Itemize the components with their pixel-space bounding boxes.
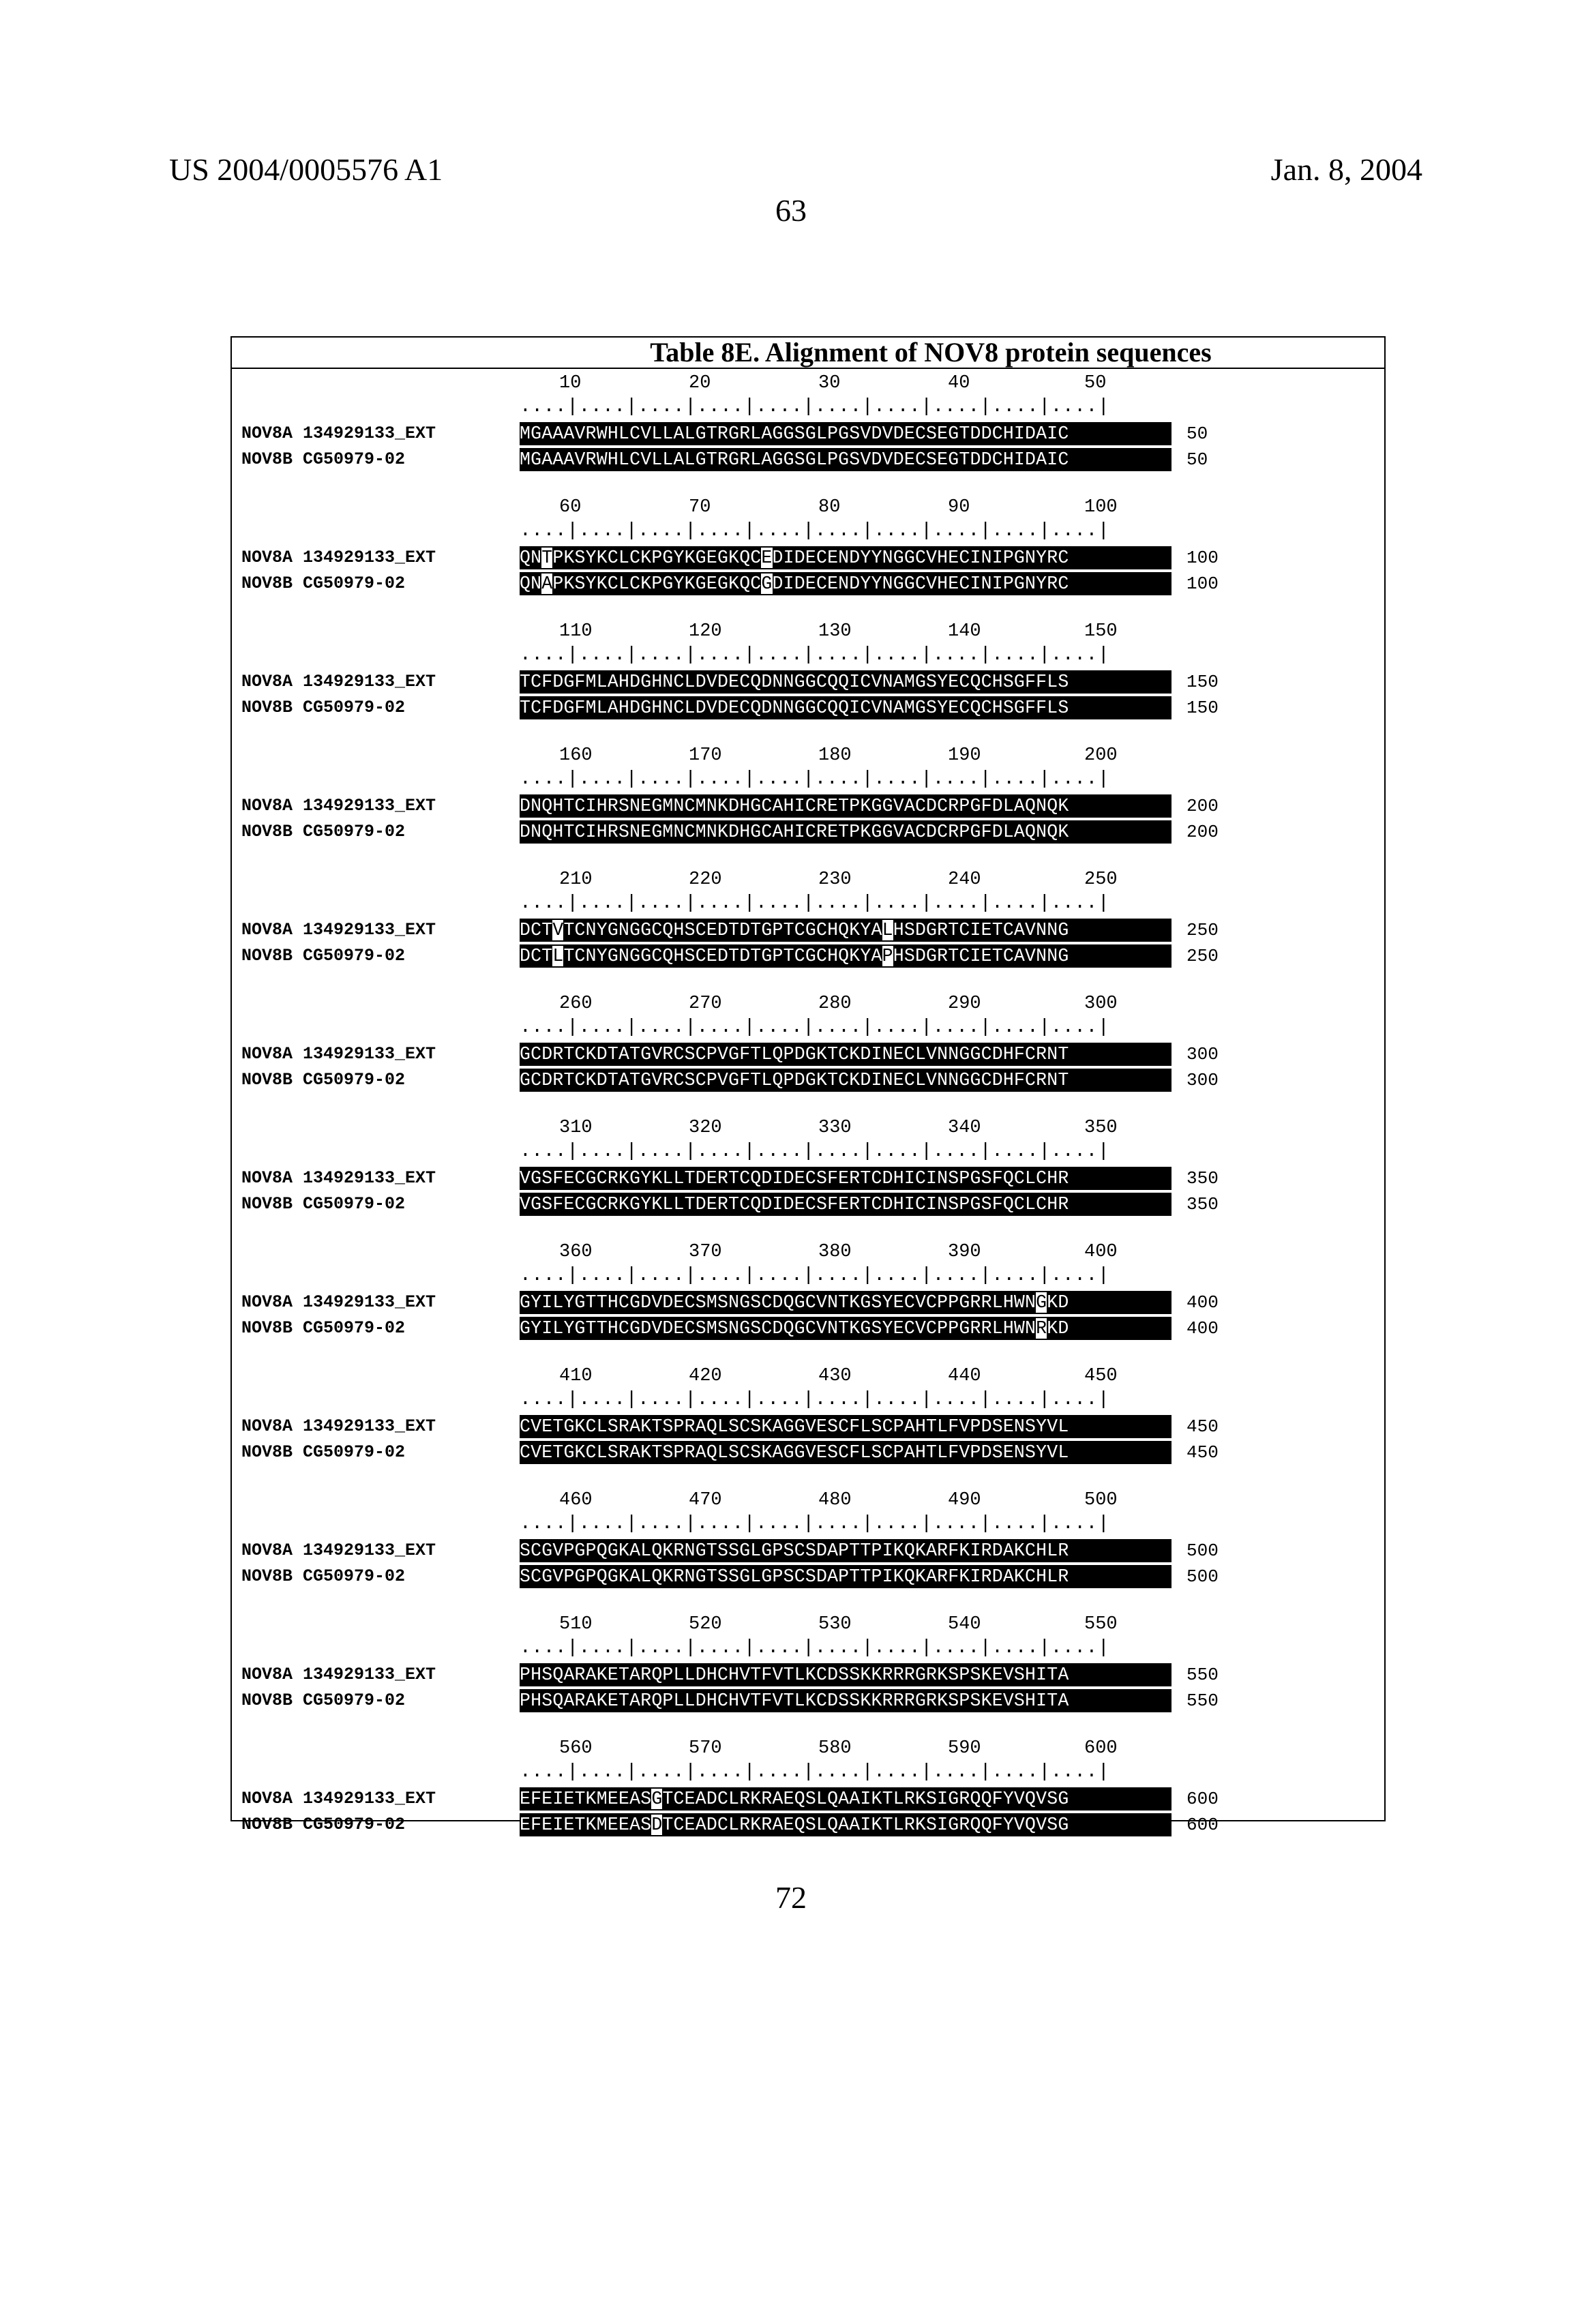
tick-label: 180: [818, 745, 852, 766]
sequence-text: CVETGKCLSRAKTSPRAQLSCSKAGGVESCFLSCPAHTLFVPDSENSYVL: [520, 1415, 1171, 1438]
tick-label: 390: [948, 1242, 981, 1262]
sequence-row: [232, 944, 1384, 968]
sequence-row: [232, 1441, 1384, 1464]
end-position: 50: [1186, 423, 1208, 444]
sequence-text: GYILYGTTHCGDVDECSMSNGSCDQGCVNTKGSYECVCPPGRRLHWNRKD: [520, 1317, 1171, 1340]
end-position: 600: [1186, 1815, 1219, 1835]
alignment-block: [232, 1738, 1384, 1862]
end-position: 50: [1186, 449, 1208, 470]
tick-label: 230: [818, 869, 852, 890]
sequence-text: GYILYGTTHCGDVDECSMSNGSCDQGCVNTKGSYECVCPPGRRLHWNGKD: [520, 1291, 1171, 1314]
sequence-text: QNAPKSYKCLCKPGYKGEGKQCGDIDECENDYYNGGCVHECINIPGNYRC: [520, 572, 1171, 595]
sequence-label: NOV8B CG50979-02: [241, 1566, 406, 1586]
end-position: 200: [1186, 796, 1219, 816]
end-position: 500: [1186, 1566, 1219, 1587]
sequence-label: NOV8A 134929133_EXT: [241, 1789, 436, 1808]
alignment-block: [232, 1490, 1384, 1614]
tick-label: 280: [818, 994, 852, 1014]
tick-label: 520: [689, 1614, 722, 1635]
position-ticks: [511, 621, 1193, 646]
sequence-label: NOV8B CG50979-02: [241, 1690, 406, 1710]
sequence-text: GCDRTCKDTATGVRCSCPVGFTLQPDGKTCKDINECLVNNGGCDHFCRNT: [520, 1043, 1171, 1066]
end-position: 250: [1186, 946, 1219, 966]
tick-label: 220: [689, 869, 722, 890]
sequence-text: SCGVPGPQGKALQKRNGTSSGLGPSCSDAPTTPIKQKARFKIRDAKCHLR: [520, 1565, 1171, 1588]
tick-label: 190: [948, 745, 981, 766]
position-ruler: ....|....|....|....|....|....|....|....|....|....|: [520, 1637, 1110, 1658]
sequence-label: NOV8B CG50979-02: [241, 698, 406, 717]
tick-label: 550: [1084, 1614, 1118, 1635]
publication-number: US 2004/0005576 A1: [169, 152, 443, 187]
sequence-label: NOV8A 134929133_EXT: [241, 672, 436, 691]
position-ruler: ....|....|....|....|....|....|....|....|....|....|: [520, 520, 1110, 541]
sequence-label: NOV8B CG50979-02: [241, 1815, 406, 1834]
tick-label: 530: [818, 1614, 852, 1635]
position-ticks: [511, 1614, 1193, 1639]
tick-label: 400: [1084, 1242, 1118, 1262]
tick-label: 590: [948, 1738, 981, 1759]
tick-label: 80: [818, 497, 841, 518]
tick-label: 20: [689, 373, 711, 393]
tick-label: 410: [559, 1366, 593, 1386]
tick-label: 470: [689, 1490, 722, 1510]
end-position: 300: [1186, 1070, 1219, 1090]
sequence-row: [232, 546, 1384, 569]
tick-label: 200: [1084, 745, 1118, 766]
tick-label: 380: [818, 1242, 852, 1262]
table-title-bar: [232, 338, 1384, 369]
tick-label: 570: [689, 1738, 722, 1759]
end-position: 450: [1186, 1442, 1219, 1463]
sequence-text: GCDRTCKDTATGVRCSCPVGFTLQPDGKTCKDINECLVNNGGCDHFCRNT: [520, 1069, 1171, 1092]
sequence-row: [232, 1663, 1384, 1686]
tick-label: 350: [1084, 1118, 1118, 1138]
sequence-row: [232, 696, 1384, 719]
position-ruler: ....|....|....|....|....|....|....|....|....|....|: [520, 1141, 1110, 1162]
tick-label: 260: [559, 994, 593, 1014]
sequence-row: [232, 1291, 1384, 1314]
tick-label: 120: [689, 621, 722, 642]
sequence-label: NOV8A 134929133_EXT: [241, 1416, 436, 1436]
end-position: 150: [1186, 698, 1219, 718]
position-ruler: ....|....|....|....|....|....|....|....|....|....|: [520, 644, 1110, 666]
tick-label: 40: [948, 373, 970, 393]
sequence-text: MGAAAVRWHLCVLLALGTRGRLAGGSGLPGSVDVDECSEGTDDCHIDAIC: [520, 448, 1171, 471]
tick-label: 310: [559, 1118, 593, 1138]
alignment-block: [232, 745, 1384, 869]
tick-label: 170: [689, 745, 722, 766]
tick-label: 140: [948, 621, 981, 642]
sequence-text: TCFDGFMLAHDGHNCLDVDECQDNNGGCQQICVNAMGSYECQCHSGFFLS: [520, 670, 1171, 694]
sequence-text: DNQHTCIHRSNEGMNCMNKDHGCAHICRETPKGGVACDCRPGFDLAQNQK: [520, 820, 1171, 844]
end-position: 350: [1186, 1168, 1219, 1189]
sequence-label: NOV8A 134929133_EXT: [241, 1044, 436, 1064]
position-ruler: ....|....|....|....|....|....|....|....|....|....|: [520, 1513, 1110, 1534]
tick-label: 290: [948, 994, 981, 1014]
sequence-label: NOV8B CG50979-02: [241, 822, 406, 841]
tick-label: 330: [818, 1118, 852, 1138]
sequence-row: [232, 1043, 1384, 1066]
end-position: 500: [1186, 1540, 1219, 1561]
sequence-label: NOV8B CG50979-02: [241, 1442, 406, 1462]
sequence-row: [232, 670, 1384, 694]
sequence-text: PHSQARAKETARQPLLDHCHVTFVTLKCDSSKKRRRGRKSPSKEVSHITA: [520, 1689, 1171, 1712]
tick-label: 240: [948, 869, 981, 890]
sequence-row: [232, 572, 1384, 595]
tick-label: 370: [689, 1242, 722, 1262]
sequence-label: NOV8A 134929133_EXT: [241, 920, 436, 940]
sequence-text: MGAAAVRWHLCVLLALGTRGRLAGGSGLPGSVDVDECSEGTDDCHIDAIC: [520, 422, 1171, 445]
sequence-text: VGSFECGCRKGYKLLTDERTCQDIDECSFERTCDHICINSPGSFQCLCHR: [520, 1193, 1171, 1216]
sequence-label: NOV8B CG50979-02: [241, 449, 406, 469]
tick-label: 30: [818, 373, 841, 393]
tick-label: 500: [1084, 1490, 1118, 1510]
position-ruler: ....|....|....|....|....|....|....|....|....|....|: [520, 396, 1110, 417]
sequence-label: NOV8A 134929133_EXT: [241, 1665, 436, 1684]
alignment-block: [232, 497, 1384, 621]
tick-label: 480: [818, 1490, 852, 1510]
tick-label: 540: [948, 1614, 981, 1635]
tick-label: 420: [689, 1366, 722, 1386]
sequence-row: [232, 422, 1384, 445]
table-title: Table 8E. Alignment of NOV8 protein sequences: [650, 337, 1212, 368]
alignment-table: [230, 336, 1386, 1835]
tick-label: 210: [559, 869, 593, 890]
sequence-text: DCTLTCNYGNGGCQHSCEDTDTGPTCGCHQKYAPHSDGRTCIETCAVNNG: [520, 944, 1171, 968]
tick-label: 320: [689, 1118, 722, 1138]
tick-label: 150: [1084, 621, 1118, 642]
tick-label: 90: [948, 497, 970, 518]
sequence-text: DNQHTCIHRSNEGMNCMNKDHGCAHICRETPKGGVACDCRPGFDLAQNQK: [520, 794, 1171, 818]
position-ticks: [511, 1738, 1193, 1763]
alignment-block: [232, 621, 1384, 745]
tick-label: 60: [559, 497, 582, 518]
sequence-label: NOV8B CG50979-02: [241, 946, 406, 966]
tick-label: 250: [1084, 869, 1118, 890]
end-position: 150: [1186, 672, 1219, 692]
sequence-label: NOV8A 134929133_EXT: [241, 423, 436, 443]
position-ruler: ....|....|....|....|....|....|....|....|....|....|: [520, 1265, 1110, 1286]
sheet-number: 72: [775, 1880, 807, 1915]
tick-label: 600: [1084, 1738, 1118, 1759]
sequence-row: [232, 1167, 1384, 1190]
sequence-label: NOV8B CG50979-02: [241, 573, 406, 593]
tick-label: 300: [1084, 994, 1118, 1014]
end-position: 200: [1186, 822, 1219, 842]
sequence-label: NOV8A 134929133_EXT: [241, 796, 436, 816]
sequence-row: [232, 794, 1384, 818]
publication-date: Jan. 8, 2004: [1270, 152, 1422, 187]
sequence-label: NOV8B CG50979-02: [241, 1070, 406, 1090]
alignment-block: [232, 994, 1384, 1118]
position-ticks: [511, 373, 1193, 398]
end-position: 400: [1186, 1318, 1219, 1339]
sequence-text: EFEIETKMEEASGTCEADCLRKRAEQSLQAAIKTLRKSIGRQQFYVQVSG: [520, 1787, 1171, 1811]
end-position: 550: [1186, 1690, 1219, 1711]
position-ticks: [511, 1490, 1193, 1515]
sequence-row: [232, 1317, 1384, 1340]
sequence-row: [232, 1069, 1384, 1092]
tick-label: 510: [559, 1614, 593, 1635]
sequence-text: EFEIETKMEEASDTCEADCLRKRAEQSLQAAIKTLRKSIGRQQFYVQVSG: [520, 1813, 1171, 1836]
sequence-row: [232, 1787, 1384, 1811]
tick-label: 100: [1084, 497, 1118, 518]
sequence-row: [232, 1193, 1384, 1216]
position-ruler: ....|....|....|....|....|....|....|....|....|....|: [520, 1389, 1110, 1410]
alignment-block: [232, 1366, 1384, 1490]
position-ruler: ....|....|....|....|....|....|....|....|....|....|: [520, 893, 1110, 914]
end-position: 600: [1186, 1789, 1219, 1809]
tick-label: 160: [559, 745, 593, 766]
alignment-block: [232, 1118, 1384, 1242]
position-ticks: [511, 1118, 1193, 1142]
sequence-text: CVETGKCLSRAKTSPRAQLSCSKAGGVESCFLSCPAHTLFVPDSENSYVL: [520, 1441, 1171, 1464]
sequence-text: QNTPKSYKCLCKPGYKGEGKQCEDIDECENDYYNGGCVHECINIPGNYRC: [520, 546, 1171, 569]
end-position: 100: [1186, 548, 1219, 568]
tick-label: 450: [1084, 1366, 1118, 1386]
tick-label: 110: [559, 621, 593, 642]
tick-label: 490: [948, 1490, 981, 1510]
sequence-row: [232, 1689, 1384, 1712]
position-ticks: [511, 1242, 1193, 1266]
end-position: 450: [1186, 1416, 1219, 1437]
alignment-block: [232, 869, 1384, 994]
sequence-row: [232, 919, 1384, 942]
end-position: 100: [1186, 573, 1219, 594]
page-number: 63: [775, 193, 807, 228]
end-position: 300: [1186, 1044, 1219, 1064]
sequence-row: [232, 1415, 1384, 1438]
alignment-blocks: [232, 373, 1384, 1862]
sequence-label: NOV8A 134929133_EXT: [241, 1168, 436, 1188]
sequence-text: VGSFECGCRKGYKLLTDERTCQDIDECSFERTCDHICINSPGSFQCLCHR: [520, 1167, 1171, 1190]
tick-label: 270: [689, 994, 722, 1014]
sequence-row: [232, 1813, 1384, 1836]
sequence-label: NOV8A 134929133_EXT: [241, 1540, 436, 1560]
tick-label: 10: [559, 373, 582, 393]
sequence-label: NOV8B CG50979-02: [241, 1194, 406, 1214]
tick-label: 580: [818, 1738, 852, 1759]
tick-label: 130: [818, 621, 852, 642]
sequence-row: [232, 448, 1384, 471]
sequence-label: NOV8A 134929133_EXT: [241, 1292, 436, 1312]
position-ticks: [511, 1366, 1193, 1390]
sequence-text: TCFDGFMLAHDGHNCLDVDECQDNNGGCQQICVNAMGSYECQCHSGFFLS: [520, 696, 1171, 719]
tick-label: 360: [559, 1242, 593, 1262]
position-ruler: ....|....|....|....|....|....|....|....|....|....|: [520, 1017, 1110, 1038]
position-ticks: [511, 994, 1193, 1018]
position-ticks: [511, 869, 1193, 894]
sequence-row: [232, 820, 1384, 844]
alignment-block: [232, 373, 1384, 497]
sequence-text: PHSQARAKETARQPLLDHCHVTFVTLKCDSSKKRRRGRKSPSKEVSHITA: [520, 1663, 1171, 1686]
tick-label: 560: [559, 1738, 593, 1759]
tick-label: 340: [948, 1118, 981, 1138]
alignment-block: [232, 1242, 1384, 1366]
sequence-label: NOV8A 134929133_EXT: [241, 548, 436, 567]
position-ticks: [511, 497, 1193, 522]
tick-label: 50: [1084, 373, 1107, 393]
end-position: 550: [1186, 1665, 1219, 1685]
tick-label: 430: [818, 1366, 852, 1386]
end-position: 400: [1186, 1292, 1219, 1313]
alignment-block: [232, 1614, 1384, 1738]
sequence-label: NOV8B CG50979-02: [241, 1318, 406, 1338]
tick-label: 460: [559, 1490, 593, 1510]
end-position: 350: [1186, 1194, 1219, 1215]
tick-label: 440: [948, 1366, 981, 1386]
sequence-row: [232, 1565, 1384, 1588]
position-ruler: ....|....|....|....|....|....|....|....|....|....|: [520, 1761, 1110, 1783]
sequence-text: SCGVPGPQGKALQKRNGTSSGLGPSCSDAPTTPIKQKARFKIRDAKCHLR: [520, 1539, 1171, 1562]
position-ticks: [511, 745, 1193, 770]
tick-label: 70: [689, 497, 711, 518]
end-position: 250: [1186, 920, 1219, 940]
sequence-row: [232, 1539, 1384, 1562]
sequence-text: DCTVTCNYGNGGCQHSCEDTDTGPTCGCHQKYALHSDGRTCIETCAVNNG: [520, 919, 1171, 942]
position-ruler: ....|....|....|....|....|....|....|....|....|....|: [520, 769, 1110, 790]
